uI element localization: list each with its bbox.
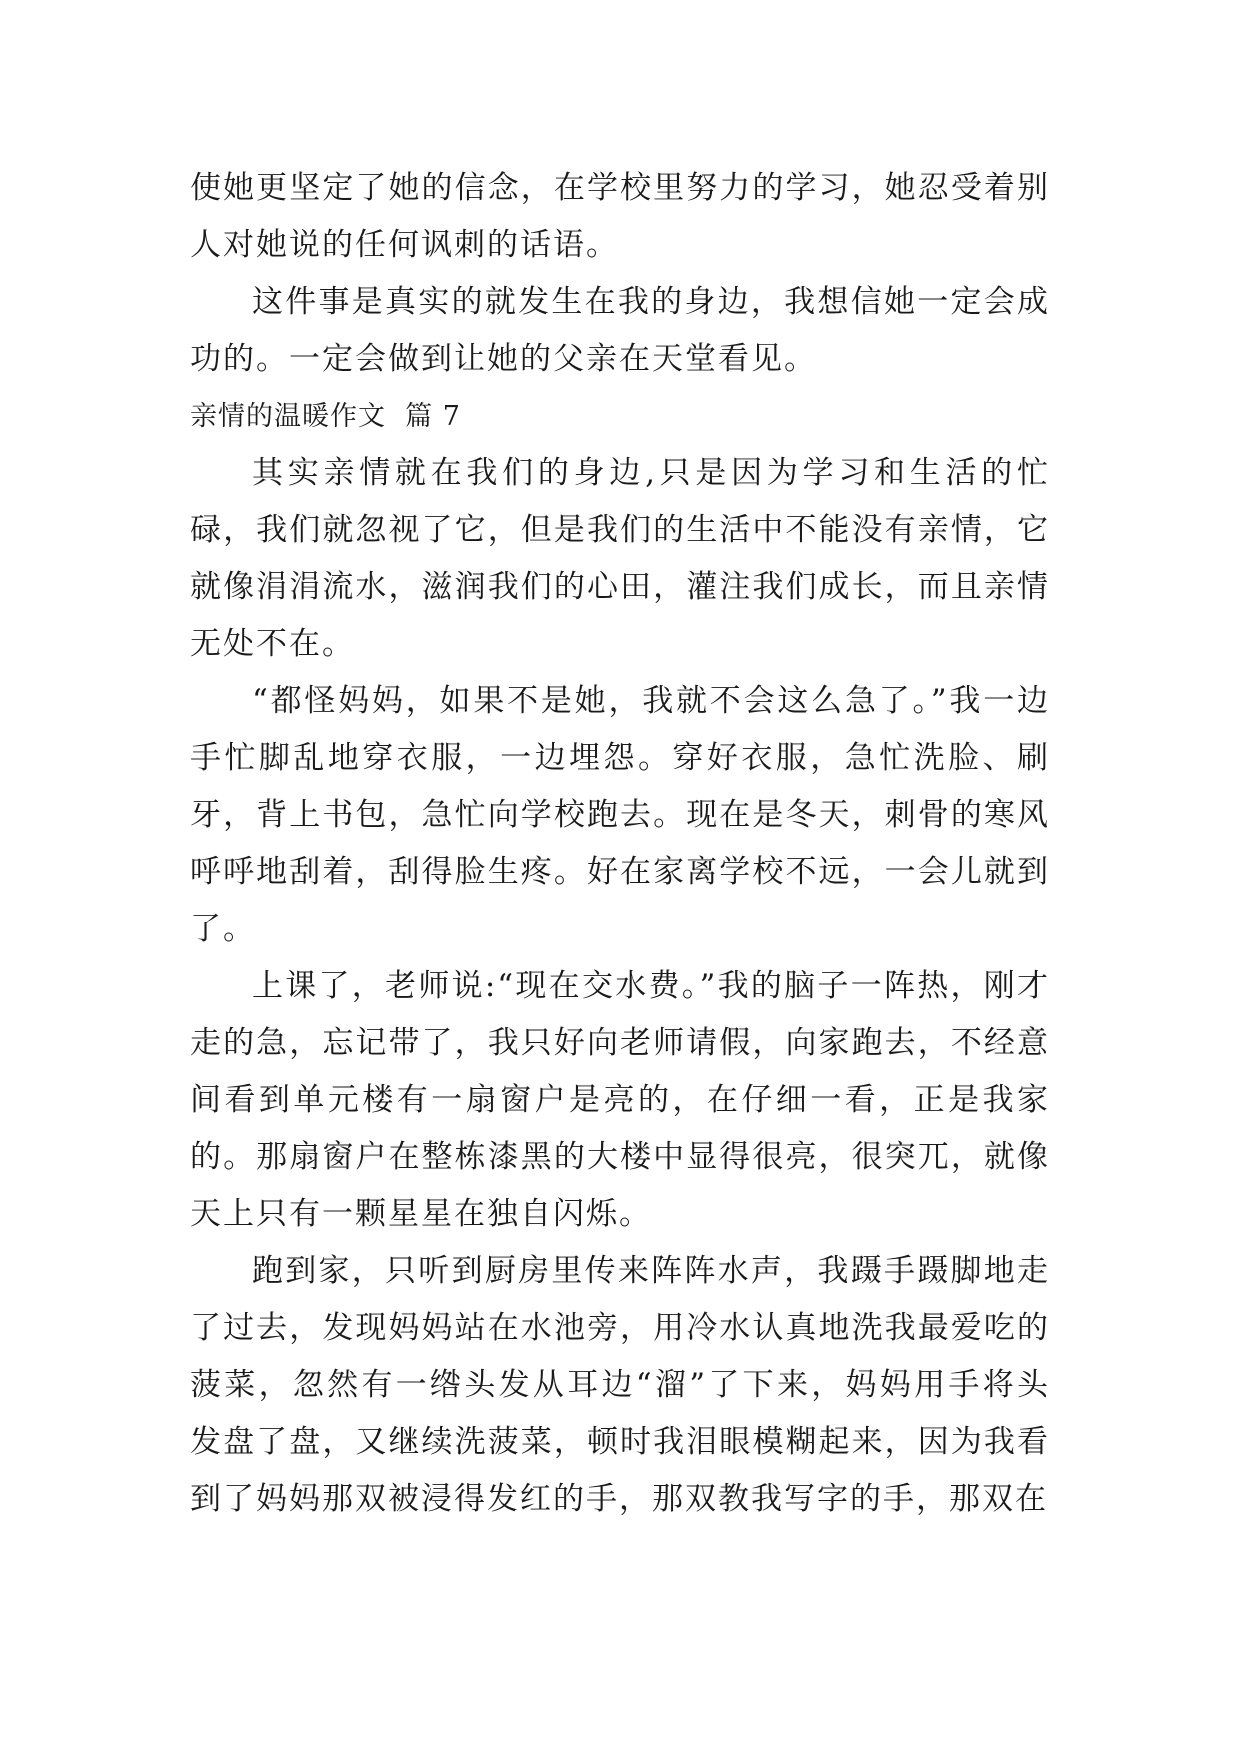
paragraph: 上课了，老师说:“现在交水费。”我的脑子一阵热，刚才走的急，忘记带了，我只好向老师请假，向家跑去，不经意间看到单元楼有一扇窗户是亮的，在仔细一看，正是我家的。那扇窗户在整栋漆黑的大楼中显得很亮，很突兀，就像天上只有一颗星星在独自闪烁。 bbox=[190, 968, 1050, 1232]
document-body bbox=[190, 160, 1050, 1528]
paragraph: 其实亲情就在我们的身边,只是因为学习和生活的忙碌，我们就忽视了它，但是我们的生活中不能没有亲情，它就像涓涓流水，滋润我们的心田，灌注我们成长，而且亲情无处不在。 bbox=[190, 455, 1050, 662]
paragraph: 使她更坚定了她的信念，在学校里努力的学习，她忍受着别人对她说的任何讽刺的话语。 bbox=[190, 170, 1050, 263]
section-title: 亲情的温暖作文 篇 7 bbox=[190, 401, 461, 432]
paragraph: “都怪妈妈，如果不是她，我就不会这么急了。”我一边手忙脚乱地穿衣服，一边埋怨。穿好衣服，急忙洗脸、刷牙，背上书包，急忙向学校跑去。现在是冬天，刺骨的寒风呼呼地刮着，刮得脸生疼。好在家离学校不远，一会儿就到了。 bbox=[190, 683, 1050, 947]
paragraph: 跑到家，只听到厨房里传来阵阵水声，我蹑手蹑脚地走了过去，发现妈妈站在水池旁，用冷水认真地洗我最爱吃的菠菜，忽然有一绺头发从耳边“溜”了下来，妈妈用手将头发盘了盘，又继续洗菠菜，顿时我泪眼模糊起来，因为我看到了妈妈那双被浸得发红的手，那双教我写字的手，那双在 bbox=[190, 1253, 1050, 1517]
paragraph: 这件事是真实的就发生在我的身边，我想信她一定会成功的。一定会做到让她的父亲在天堂看见。 bbox=[190, 284, 1050, 377]
